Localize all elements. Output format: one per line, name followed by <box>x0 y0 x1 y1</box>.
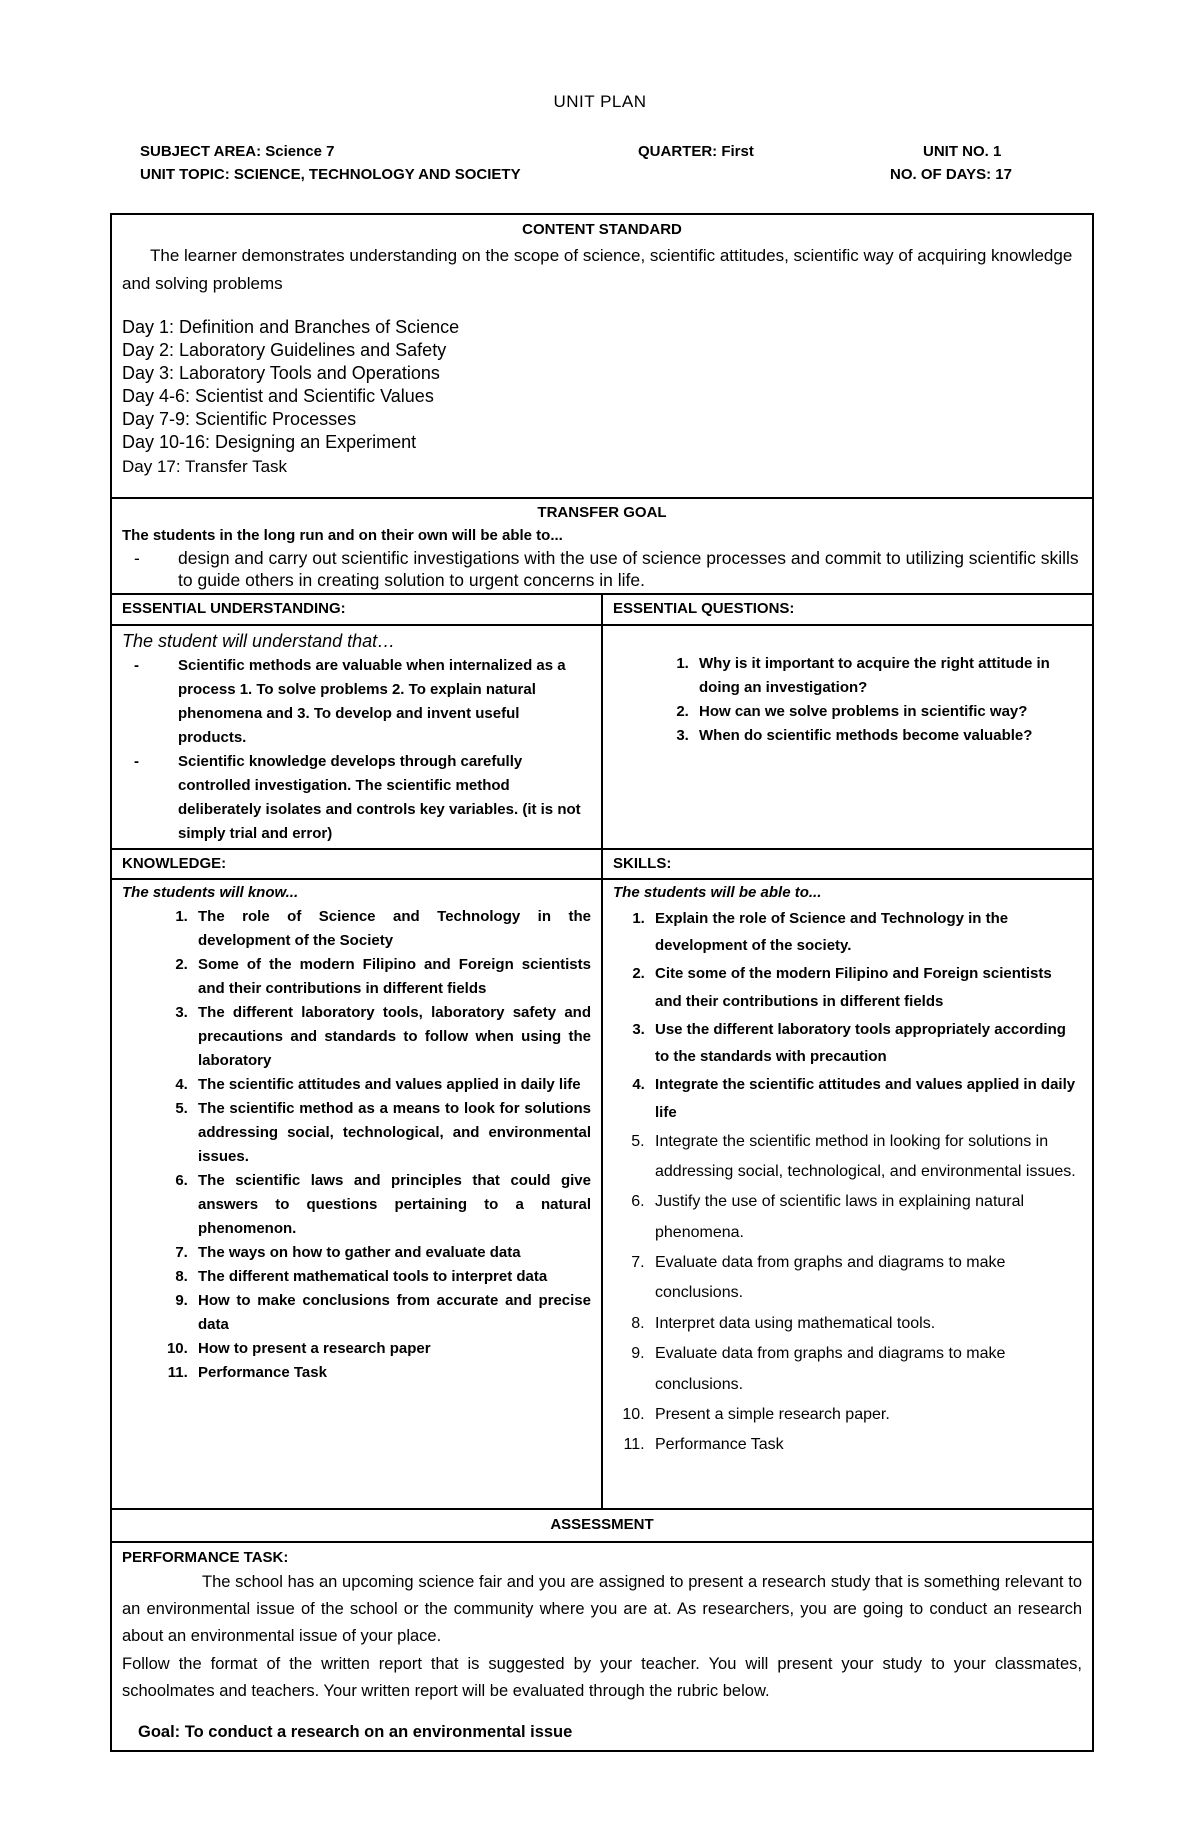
skills-item: 1. Explain the role of Science and Technology in the development of the society. <box>649 905 1082 961</box>
transfer-goal-item: - design and carry out scientific investigations with the use of science processes and commit to utilizing scientific skills to guide others in creating solution to urgent concerns in life. <box>122 547 1082 591</box>
day-item: Day 17: Transfer Task <box>122 456 288 476</box>
assessment-heading-row <box>111 1509 1093 1542</box>
essential-understanding-item: - Scientific methods are valuable when internalized as a process 1. To solve problems 2. To explain natural phenomena and 3. To develop and invent useful products. <box>122 654 591 750</box>
quarter: QUARTER: First <box>638 143 754 160</box>
skills-item: 4. Integrate the scientific attitudes and values applied in daily life <box>649 1071 1082 1127</box>
performance-task-paragraph: The school has an upcoming science fair and you are assigned to present a research study that is something relevant to an environmental issue of the school or the community where you are at. As researchers, you are going to conduct an research about an environmental issue of your place. <box>122 1573 1083 1646</box>
skills-item: 9. Evaluate data from graphs and diagrams to make conclusions. <box>649 1339 1082 1400</box>
knowledge-item: 10. How to present a research paper <box>192 1337 591 1361</box>
knowledge-item: 9. How to make conclusions from accurate and precise data <box>192 1289 591 1337</box>
day-item: Day 10-16: Designing an Experiment <box>122 431 417 452</box>
essential-understanding-list <box>122 654 591 846</box>
knowledge-item: 7. The ways on how to gather and evaluate data <box>192 1241 591 1265</box>
knowledge-skills-heading-row <box>111 849 1093 880</box>
knowledge-list <box>122 905 591 1385</box>
essential-questions-list <box>633 652 1062 748</box>
essential-questions-heading: ESSENTIAL QUESTIONS: <box>602 594 1093 625</box>
day-schedule <box>122 316 1082 480</box>
knowledge-item: 2. Some of the modern Filipino and Foreign scientists and their contributions in different fields <box>192 953 591 1001</box>
knowledge-item: 4. The scientific attitudes and values applied in daily life <box>192 1073 591 1097</box>
knowledge-heading: KNOWLEDGE: <box>111 849 602 880</box>
knowledge-item: 11. Performance Task <box>192 1361 591 1385</box>
essential-understanding-item: - Scientific knowledge develops through carefully controlled investigation. The scientific method deliberately isolates and controls key variables. (it is not simply trial and error) <box>122 750 591 846</box>
page-title: UNIT PLAN <box>553 92 647 111</box>
unit-number: UNIT NO. 1 <box>923 143 1002 160</box>
day-item: Day 7-9: Scientific Processes <box>122 408 357 429</box>
skills-list <box>613 905 1082 1461</box>
essential-heading-row <box>111 594 1093 625</box>
knowledge-item: 1. The role of Science and Technology in the development of the Society <box>192 905 591 953</box>
transfer-goal-intro: The students in the long run and on their own will be able to... <box>122 526 563 544</box>
skills-heading: SKILLS: <box>602 849 1093 880</box>
unit-plan-table <box>110 213 1094 1752</box>
knowledge-item: 3. The different laboratory tools, laboratory safety and precautions and standards to follow when using the laboratory <box>192 1001 591 1073</box>
performance-task-label: PERFORMANCE TASK: <box>122 1548 289 1566</box>
essential-question-item: 1. Why is it important to acquire the right attitude in doing an investigation? <box>693 652 1062 700</box>
transfer-goal-heading: TRANSFER GOAL <box>537 504 667 521</box>
essential-content-row <box>111 625 1093 849</box>
skills-intro: The students will be able to... <box>613 884 822 901</box>
skills-item: 7. Evaluate data from graphs and diagrams to make conclusions. <box>649 1248 1082 1309</box>
number-of-days: NO. OF DAYS: 17 <box>890 166 1012 183</box>
knowledge-item: 5. The scientific method as a means to look for solutions addressing social, technological, and environmental issues. <box>192 1097 591 1169</box>
content-standard-row <box>111 214 1093 498</box>
skills-item: 8. Interpret data using mathematical tools. <box>649 1309 1082 1339</box>
day-item: Day 1: Definition and Branches of Science <box>122 316 460 337</box>
essential-question-item: 3. When do scientific methods become valuable? <box>693 724 1062 748</box>
knowledge-intro: The students will know... <box>122 884 299 901</box>
essential-understanding-heading: ESSENTIAL UNDERSTANDING: <box>111 594 602 625</box>
performance-task-goal: Goal: To conduct a research on an environmental issue <box>138 1723 573 1742</box>
skills-item: 3. Use the different laboratory tools appropriately according to the standards with precaution <box>649 1016 1082 1072</box>
skills-item: 2. Cite some of the modern Filipino and Foreign scientists and their contributions in different fields <box>649 960 1082 1016</box>
knowledge-item: 6. The scientific laws and principles that could give answers to questions pertaining to a natural phenomenon. <box>192 1169 591 1241</box>
transfer-goal-list <box>122 547 1082 591</box>
day-item: Day 2: Laboratory Guidelines and Safety <box>122 339 447 360</box>
essential-question-item: 2. How can we solve problems in scientific way? <box>693 700 1062 724</box>
skills-item: 5. Integrate the scientific method in looking for solutions in addressing social, technological, and environmental issues. <box>649 1127 1082 1188</box>
skills-item: 6. Justify the use of scientific laws in explaining natural phenomena. <box>649 1187 1082 1248</box>
day-item: Day 3: Laboratory Tools and Operations <box>122 362 440 383</box>
performance-task-paragraph: Follow the format of the written report that is suggested by your teacher. You will present your study to your classmates, schoolmates and teachers. Your written report will be evaluated through the rubric below. <box>122 1654 1083 1700</box>
skills-item: 11. Performance Task <box>649 1430 1082 1460</box>
knowledge-item: 8. The different mathematical tools to interpret data <box>192 1265 591 1289</box>
performance-task-row <box>111 1542 1093 1752</box>
day-item: Day 4-6: Scientist and Scientific Values <box>122 385 434 406</box>
unit-topic: UNIT TOPIC: SCIENCE, TECHNOLOGY AND SOCIETY <box>140 166 521 183</box>
essential-understanding-intro: The student will understand that… <box>122 630 396 651</box>
skills-item: 10. Present a simple research paper. <box>649 1400 1082 1430</box>
content-standard-heading: CONTENT STANDARD <box>522 221 682 238</box>
transfer-goal-row <box>111 498 1093 594</box>
subject-area: SUBJECT AREA: Science 7 <box>140 143 335 160</box>
knowledge-skills-content-row <box>111 879 1093 1509</box>
assessment-heading: ASSESSMENT <box>111 1509 1093 1542</box>
content-standard-text: The learner demonstrates understanding on the scope of science, scientific attitudes, scientific way of acquiring knowledge and solving problems <box>122 245 1073 293</box>
